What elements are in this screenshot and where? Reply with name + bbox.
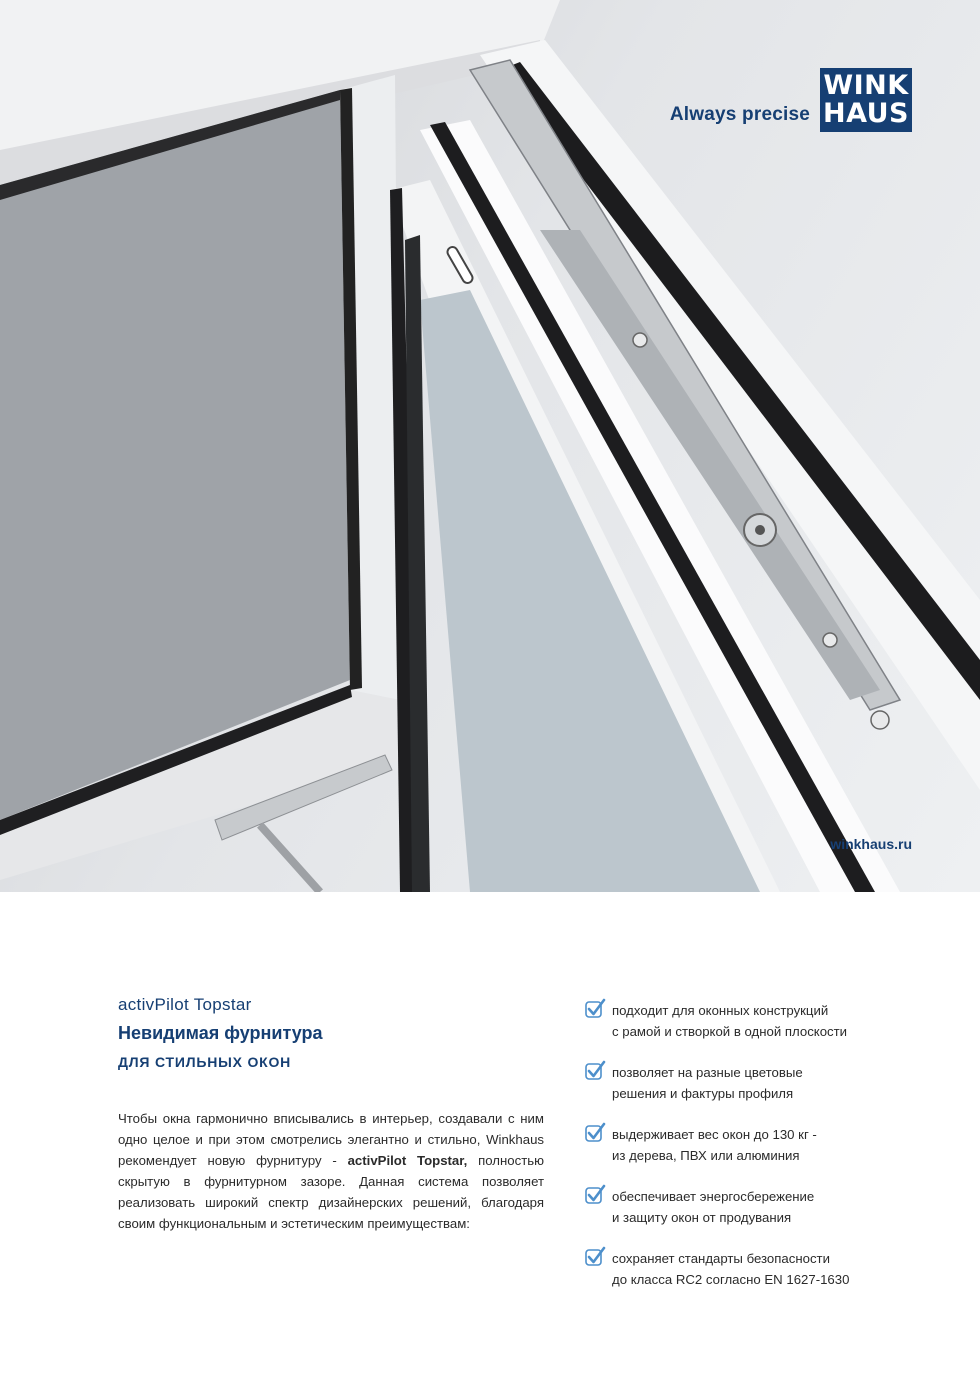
body-text-product: activPilot Topstar, [347, 1153, 468, 1168]
feature-text: подходит для оконных конструкций [612, 1003, 829, 1018]
feature-text: решения и фактуры профиля [612, 1086, 794, 1101]
product-name: activPilot Topstar [118, 995, 252, 1014]
brand-block [670, 68, 912, 132]
checkmark-icon [584, 1184, 606, 1206]
feature-text: обеспечивает энергосбережение [612, 1189, 815, 1204]
checkmark-icon [584, 1060, 606, 1082]
feature-text: позволяет на разные цветовые [612, 1065, 803, 1080]
feature-item [584, 1248, 904, 1310]
checkmark-icon [584, 1246, 606, 1268]
logo-line-1: WINK [823, 70, 909, 101]
body-text-start: Чтобы окна гармонично вписывались в интерьер, создавали с ним одно целое и при этом смотрелись элегантно и стильно, Winkhaus рекомендует новую фурнитуру - [118, 1111, 544, 1168]
body-paragraph [118, 1108, 544, 1234]
winkhaus-logo [820, 68, 912, 132]
feature-text: и защиту окон от продувания [612, 1210, 792, 1225]
website-link[interactable]: winkhaus.ru [830, 836, 912, 852]
feature-text: до класса RC2 согласно EN 1627-1630 [612, 1272, 850, 1287]
checkmark-icon [584, 1122, 606, 1144]
subheadline: ДЛЯ СТИЛЬНЫХ ОКОН [118, 1054, 292, 1070]
intro-section [118, 995, 544, 1234]
feature-item [584, 1000, 904, 1062]
feature-item [584, 1124, 904, 1186]
logo-line-2: HAUS [822, 98, 910, 129]
feature-list [584, 1000, 904, 1310]
brand-slogan: Always precise [669, 104, 810, 125]
feature-text: выдерживает вес окон до 130 кг - [612, 1127, 817, 1142]
checkmark-icon [584, 998, 606, 1020]
feature-item [584, 1186, 904, 1248]
headline: Невидимая фурнитура [118, 1023, 323, 1043]
feature-item [584, 1062, 904, 1124]
feature-text: с рамой и створкой в одной плоскости [612, 1024, 848, 1039]
feature-text: из дерева, ПВХ или алюминия [612, 1148, 800, 1163]
body-text-end: полностью скрытую в фурнитурном зазоре. Данная система позволяет реализовать широкий спектр дизайнерских решений, благодаря своим функциональным и эстетическим преимуществам: [118, 1153, 545, 1231]
feature-text: сохраняет стандарты безопасности [612, 1251, 830, 1266]
